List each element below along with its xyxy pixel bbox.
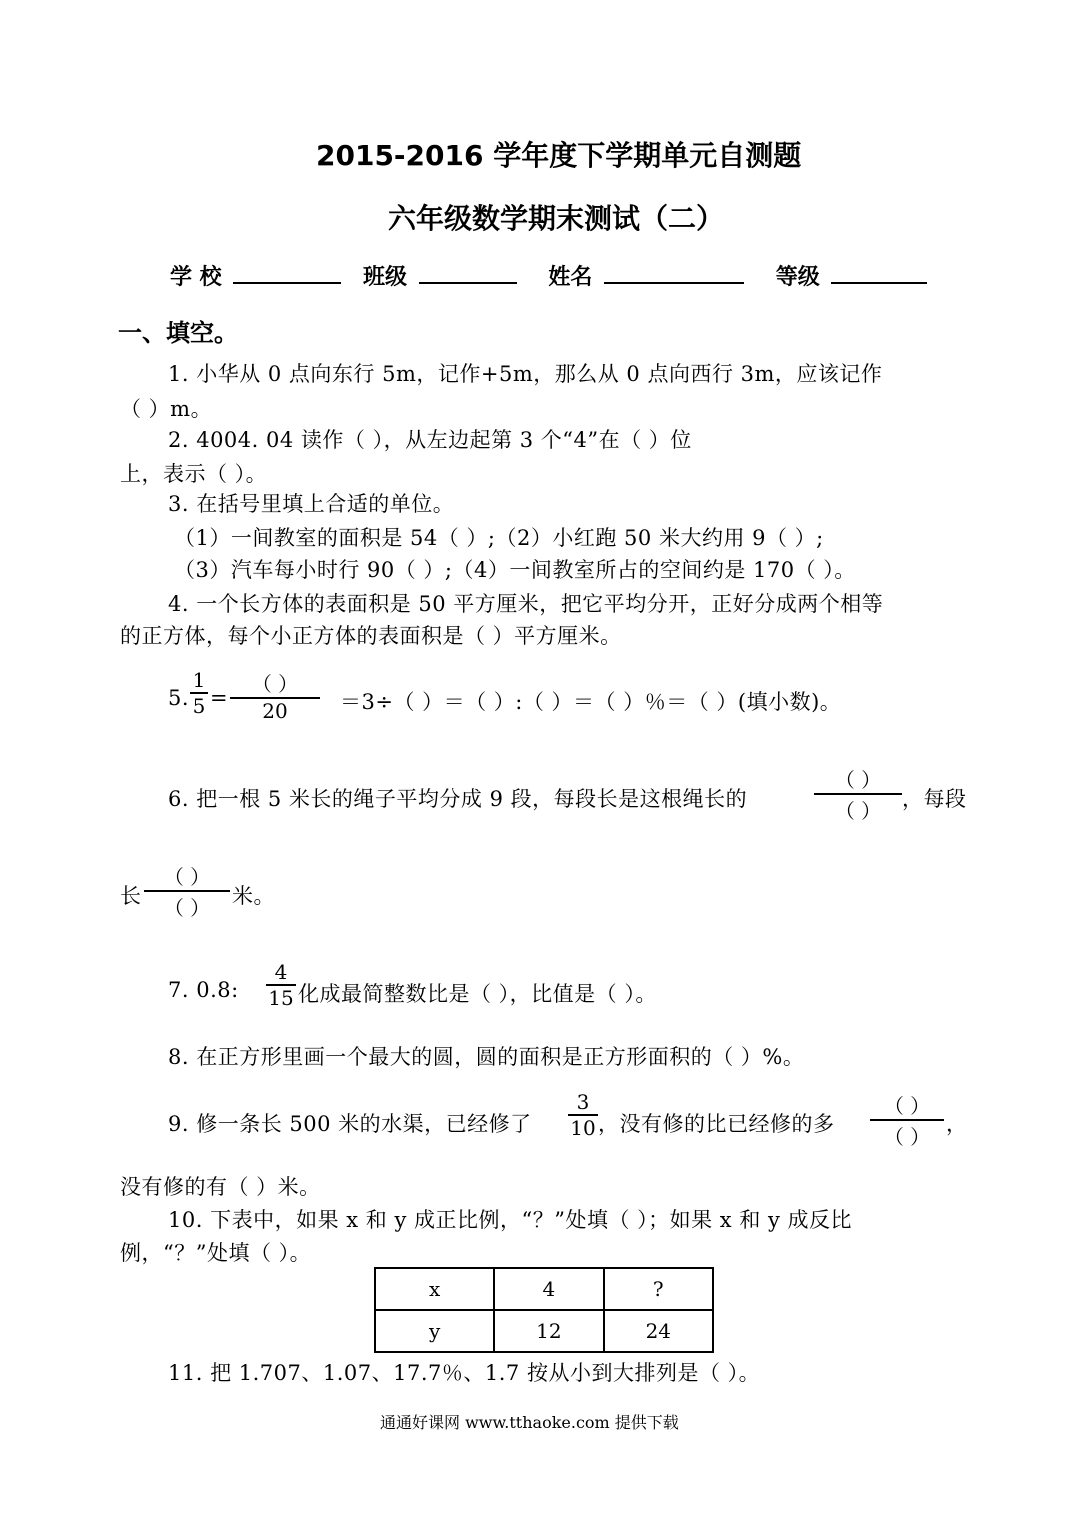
question-5-number: 5. xyxy=(168,686,190,710)
fraction-denominator: 20 xyxy=(230,697,320,723)
fraction-one-fifth xyxy=(190,668,208,718)
fraction-denominator: （ ） xyxy=(144,890,230,921)
proportion-table xyxy=(374,1267,714,1353)
fraction-denominator: 15 xyxy=(266,984,296,1010)
class-label: 班级 xyxy=(363,265,408,290)
table-row xyxy=(375,1310,713,1352)
table-cell: 12 xyxy=(494,1310,603,1352)
fraction-denominator: （ ） xyxy=(814,793,902,824)
question-9-text-3: ， xyxy=(946,1112,968,1136)
question-7-text-2: 化成最简整数比是（ ），比值是（ ）。 xyxy=(298,982,657,1006)
table-cell: 24 xyxy=(604,1310,713,1352)
question-8-text: 8. 在正方形里画一个最大的圆，圆的面积是正方形面积的（ ）%。 xyxy=(168,1045,805,1069)
name-field[interactable] xyxy=(604,262,744,284)
fraction-blank-over-20 xyxy=(230,668,320,723)
question-6-text-4: 米。 xyxy=(232,884,275,908)
table-cell: y xyxy=(375,1310,494,1352)
grade-field[interactable] xyxy=(831,262,927,284)
question-9-text-2: ，没有修的比已经修的多 xyxy=(598,1112,835,1136)
question-3-line-2: （1）一间教室的面积是 54（ ）;（2）小红跑 50 米大约用 9（ ）; xyxy=(174,526,824,550)
school-field[interactable] xyxy=(233,262,341,284)
fraction-numerator: （ ） xyxy=(883,1094,931,1118)
table-row xyxy=(375,1268,713,1310)
question-4-line-1: 4. 一个长方体的表面积是 50 平方厘米，把它平均分开，正好分成两个相等 xyxy=(168,592,884,616)
fraction-numerator: （ ） xyxy=(834,768,882,792)
question-5-rest: ＝3÷（ ）＝（ ）:（ ）＝（ ）％＝（ ）(填小数)。 xyxy=(340,690,842,714)
fraction-denominator: 5 xyxy=(190,692,208,718)
question-9-line-2: 没有修的有（ ）米。 xyxy=(120,1175,321,1199)
fraction-blank xyxy=(144,861,230,921)
question-6-text-2: ，每段 xyxy=(902,787,967,811)
question-3-line-1: 3. 在括号里填上合适的单位。 xyxy=(168,492,455,516)
fraction-numerator: （ ） xyxy=(163,865,211,889)
class-field[interactable] xyxy=(419,262,517,284)
fraction-numerator: （ ） xyxy=(251,672,299,696)
fraction-denominator: 10 xyxy=(568,1114,598,1140)
question-2-line-1: 2. 4004. 04 读作（ ），从左边起第 3 个“4”在（ ）位 xyxy=(168,428,692,452)
question-7-text: 7. 0.8: xyxy=(168,978,239,1002)
question-6-text: 6. 把一根 5 米长的绳子平均分成 9 段，每段长是这根绳长的 xyxy=(168,787,748,811)
page-footer: 通通好课网 www.tthaoke.com 提供下载 xyxy=(380,1413,679,1432)
question-10-line-1: 10. 下表中，如果 x 和 y 成正比例，“？”处填（ ）；如果 x 和 y 成反比 xyxy=(168,1208,853,1232)
fraction-four-fifteenths xyxy=(266,960,296,1010)
question-6-text-3: 长 xyxy=(120,884,142,908)
fraction-blank xyxy=(870,1090,944,1150)
equals-sign: = xyxy=(210,686,229,710)
question-3-line-3: （3）汽车每小时行 90（ ）;（4）一间教室所占的空间约是 170（ ）。 xyxy=(174,558,856,582)
question-1-line-1: 1. 小华从 0 点向东行 5m，记作+5m，那么从 0 点向西行 3m，应该记作 xyxy=(168,362,883,386)
question-4-line-2: 的正方体，每个小正方体的表面积是（ ）平方厘米。 xyxy=(120,624,622,648)
page-title: 2015-2016 学年度下学期单元自测题 xyxy=(316,139,802,172)
grade-label: 等级 xyxy=(775,265,820,290)
fraction-denominator: （ ） xyxy=(870,1119,944,1150)
fraction-three-tenths xyxy=(568,1090,598,1140)
name-label: 姓名 xyxy=(548,265,593,290)
question-9-text: 9. 修一条长 500 米的水渠，已经修了 xyxy=(168,1112,532,1136)
table-cell: 4 xyxy=(494,1268,603,1310)
question-11-text: 11. 把 1.707、1.07、17.7％、1.7 按从小到大排列是（ ）。 xyxy=(168,1361,761,1385)
page-subtitle: 六年级数学期末测试（二） xyxy=(388,202,725,235)
info-fields xyxy=(170,260,931,291)
table-cell: x xyxy=(375,1268,494,1310)
question-1-line-2: （ ）m。 xyxy=(120,397,213,421)
fraction-blank xyxy=(814,764,902,824)
fraction-numerator: 3 xyxy=(576,1090,590,1114)
question-10-line-2: 例，“？”处填（ ）。 xyxy=(120,1241,312,1265)
section-heading: 一、填空。 xyxy=(118,319,238,347)
fraction-numerator: 1 xyxy=(192,668,206,692)
fraction-numerator: 4 xyxy=(274,960,288,984)
school-label: 学 校 xyxy=(170,265,222,290)
table-cell: ? xyxy=(604,1268,713,1310)
question-2-line-2: 上，表示（ ）。 xyxy=(120,462,268,486)
